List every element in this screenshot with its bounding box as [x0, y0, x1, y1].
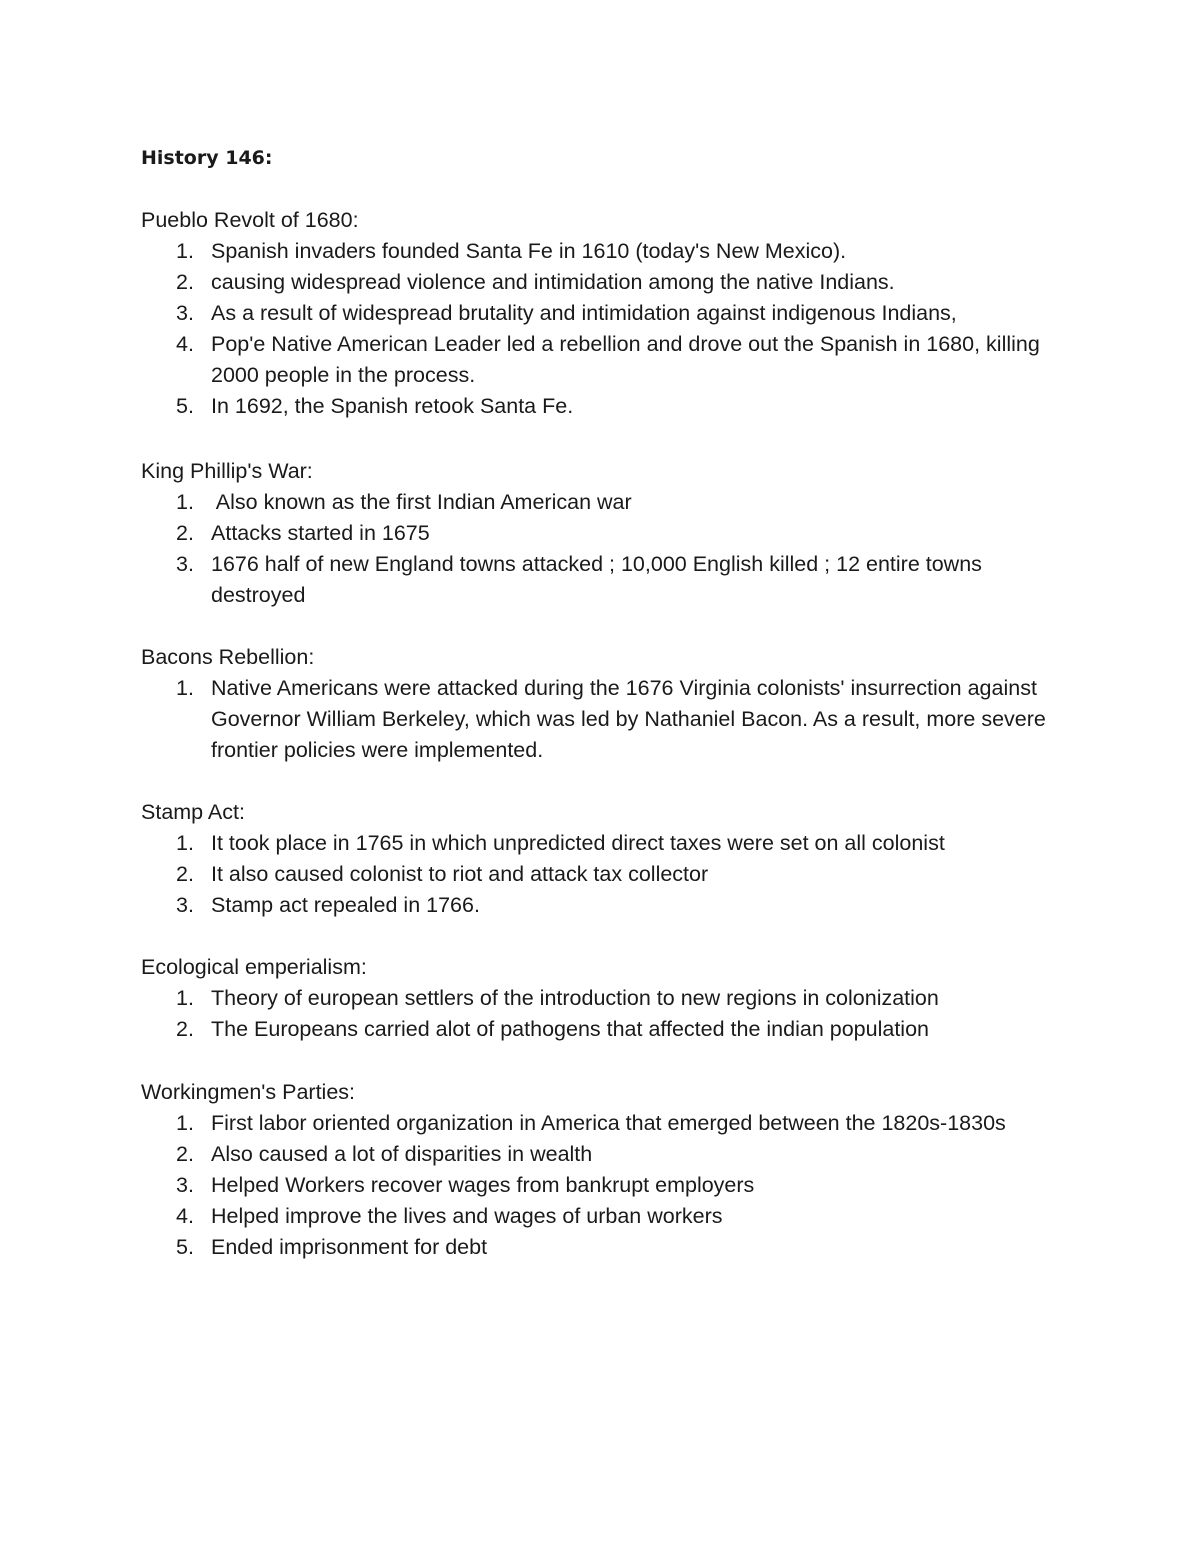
list-item — [141, 391, 1071, 422]
list-number: 3. — [176, 552, 194, 576]
list-item-text: In 1692, the Spanish retook Santa Fe. — [211, 394, 574, 418]
section-pueblo-revolt — [141, 205, 1071, 422]
list-item-text: Attacks started in 1675 — [211, 521, 430, 545]
list-item — [141, 487, 1071, 518]
list-item-text: Pop'e Native American Leader led a rebellion and drove out the Spanish in 1680, killing 2000 people in the process. — [211, 332, 1040, 387]
list-item — [141, 859, 1071, 890]
list-number: 2. — [176, 521, 194, 545]
list-item — [141, 1170, 1071, 1201]
list-item-text: Helped Workers recover wages from bankrupt employers — [211, 1173, 755, 1197]
list-number: 5. — [176, 394, 194, 418]
list-item-text: Stamp act repealed in 1766. — [211, 893, 480, 917]
list-number: 4. — [176, 1204, 194, 1228]
section-heading: King Phillip's War: — [141, 459, 313, 483]
list-item — [141, 549, 1071, 611]
list-number: 1. — [176, 490, 194, 514]
list-number: 1. — [176, 986, 194, 1010]
list-number: 1. — [176, 676, 194, 700]
list-item-text: causing widespread violence and intimidation among the native Indians. — [211, 270, 895, 294]
section-heading: Ecological emperialism: — [141, 955, 367, 979]
section-stamp-act — [141, 797, 1071, 921]
section-heading: Pueblo Revolt of 1680: — [141, 208, 359, 232]
section-heading: Workingmen's Parties: — [141, 1080, 356, 1104]
list-number: 1. — [176, 1111, 194, 1135]
list-item — [141, 828, 1071, 859]
section-ecological-emperialism — [141, 952, 1071, 1045]
list-number: 4. — [176, 332, 194, 356]
list-item-text: It took place in 1765 in which unpredicted direct taxes were set on all colonist — [211, 831, 945, 855]
list-item — [141, 267, 1071, 298]
list-item — [141, 673, 1071, 766]
document-title: History 146: — [141, 147, 273, 169]
list-number: 2. — [176, 270, 194, 294]
list-item — [141, 1232, 1071, 1263]
list-number: 3. — [176, 1173, 194, 1197]
section-bacons-rebellion — [141, 642, 1071, 766]
list-item-text: 1676 half of new England towns attacked ; 10,000 English killed ; 12 entire towns destroyed — [211, 552, 982, 607]
section-heading: Bacons Rebellion: — [141, 645, 315, 669]
list-item-text: Theory of european settlers of the introduction to new regions in colonization — [211, 986, 939, 1010]
list-number: 1. — [176, 239, 194, 263]
list-item — [141, 890, 1071, 921]
list-item-text: Native Americans were attacked during the 1676 Virginia colonists' insurrection against Governor William Berkeley, which was led by Nathaniel Bacon. As a result, more severe frontier policies were implemented. — [211, 676, 1046, 762]
list-number: 3. — [176, 301, 194, 325]
list-item — [141, 298, 1071, 329]
list-item-text: Also caused a lot of disparities in wealth — [211, 1142, 593, 1166]
list-item — [141, 1014, 1071, 1045]
list-item-text: As a result of widespread brutality and intimidation against indigenous Indians, — [211, 301, 957, 325]
list-item-text: First labor oriented organization in America that emerged between the 1820s-1830s — [211, 1111, 1006, 1135]
section-heading: Stamp Act: — [141, 800, 245, 824]
list-item-text: Spanish invaders founded Santa Fe in 1610 (today's New Mexico). — [211, 239, 847, 263]
list-item-text: Helped improve the lives and wages of urban workers — [211, 1204, 723, 1228]
list-item-text: Ended imprisonment for debt — [211, 1235, 488, 1259]
list-item-text: The Europeans carried alot of pathogens that affected the indian population — [211, 1017, 929, 1041]
list-item — [141, 983, 1071, 1014]
list-item-text: Also known as the first Indian American war — [211, 490, 632, 514]
list-number: 2. — [176, 1017, 194, 1041]
list-item — [141, 329, 1071, 391]
list-item — [141, 1201, 1071, 1232]
list-number: 1. — [176, 831, 194, 855]
list-number: 2. — [176, 1142, 194, 1166]
list-number: 5. — [176, 1235, 194, 1259]
list-item — [141, 1139, 1071, 1170]
list-item — [141, 518, 1071, 549]
section-workingmens-parties — [141, 1077, 1071, 1263]
list-item — [141, 236, 1071, 267]
list-number: 3. — [176, 893, 194, 917]
list-item — [141, 1108, 1071, 1139]
list-number: 2. — [176, 862, 194, 886]
section-king-phillips-war — [141, 456, 1071, 611]
list-item-text: It also caused colonist to riot and attack tax collector — [211, 862, 709, 886]
